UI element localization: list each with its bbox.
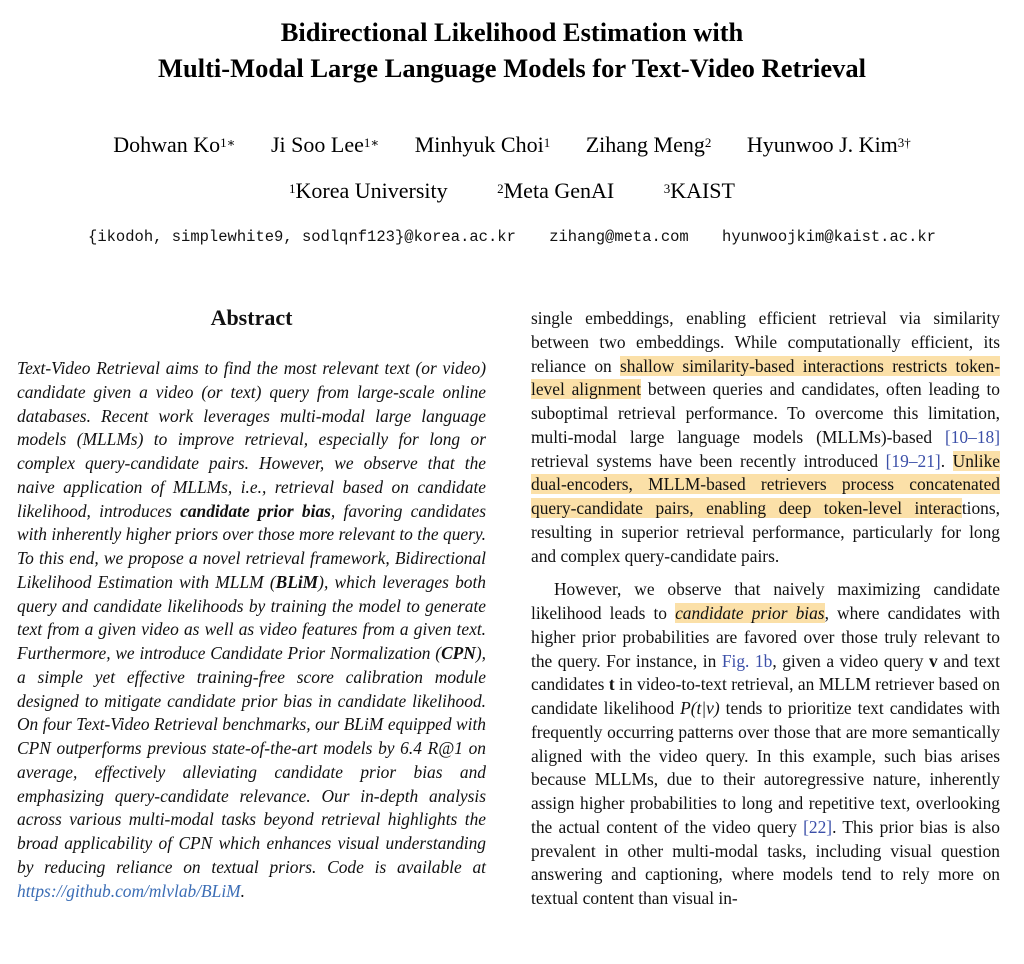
paper-title <box>0 14 1024 86</box>
author: Minhyuk Choi$^1$ <box>414 132 551 157</box>
code-link[interactable]: https://github.com/mlvlab/BLiM <box>17 880 241 901</box>
math-candidate-likelihood: P(t|v) <box>680 698 720 718</box>
affiliation: $^3$KAIST <box>663 178 735 203</box>
email: {ikodoh, simplewhite9, sodlqnf123}@korea.ac.kr <box>88 228 516 246</box>
highlight: shallow similarity-based interactions restricts token-level alignment <box>531 355 1000 400</box>
figure-link[interactable]: Fig. 1b <box>721 650 773 671</box>
affiliation: $^2$Meta GenAI <box>497 178 615 203</box>
email: hyunwoojkim@kaist.ac.kr <box>722 228 936 246</box>
title-line-2: Multi-Modal Large Language Models for Text-Video Retrieval <box>157 53 867 83</box>
email: zihang@meta.com <box>549 228 689 246</box>
author: Zihang Meng$^2$ <box>585 132 712 157</box>
intro-paragraph-1: single embeddings, enabling efficient retrieval via similarity between two embeddings. While computationally efficient, its reliance on shallow similarity-based interactions restricts token-level alignment between queries and candidates, often leading to suboptimal retrieval performance. To overcome this limitation, multi-modal large language models (MLLMs)-based [10–18] retrieval systems have been recently introduced [19–21]. Unlike dual-encoders, MLLM-based retrievers process concatenated query-candidate pairs, enabling deep token-level interactions, resulting in superior retrieval performance, particularly for long and complex query-candidate pairs. <box>531 308 1000 566</box>
affiliation: $^1$Korea University <box>289 178 448 203</box>
highlight: candidate prior bias <box>675 603 825 623</box>
intro-paragraph-2: However, we observe that naively maximizing candidate likelihood leads to candidate prior bias, where candidates with higher prior probabilities are favored over those truly relevant to the query. For instance, in Fig. 1b, given a video query v and text candidates t in video-to-text retrieval, an MLLM retriever based on candidate likelihood P(t|v) tends to prioritize text candidates with frequently occurring patterns over those that are more semantically aligned with the video query. In this example, such bias arises because MLLMs, due to their autoregressive nature, inherently assign higher probabilities to long and repetitive text, overlooking the actual content of the video query [22]. This prior bias is also prevalent in other multi-modal tasks, including visual question answering and captioning, where models tend to rely more on textual content than visual in- <box>531 579 1001 908</box>
abstract-heading: Abstract <box>210 305 293 330</box>
symbol-t: t <box>608 674 615 695</box>
symbol-v: v <box>929 650 938 671</box>
citation-link[interactable]: [10–18] <box>944 426 1000 447</box>
author: Dohwan $Ko^{1∗}$ <box>113 132 236 157</box>
term-blim: BLiM <box>275 571 319 592</box>
email-list <box>0 228 1024 246</box>
term-cpn: CPN <box>441 643 476 663</box>
author: Ji Soo Lee$^{1∗}$ <box>270 132 380 157</box>
term-candidate-prior-bias: candidate prior bias <box>180 500 331 521</box>
intro-column <box>531 307 1000 911</box>
citation-link[interactable]: [22] <box>803 816 833 837</box>
author-list <box>0 130 1024 160</box>
abstract-body: Text-Video Retrieval aims to find the most relevant text (or video) candidate given a video (or text) query from large-scale online databases. Recent work leverages multi-modal large language models (MLLMs) to improve retrieval, especially for long or complex query-candidate pairs. However, we observe that the naive application of MLLMs, i.e., retrieval based on candidate likelihood, introduces candidate prior bias, favoring candidates with inherently higher priors over those more relevant to the query. To this end, we propose a novel retrieval framework, Bidirectional Likelihood Estimation with MLLM (BLiM), which leverages both query and candidate likelihoods by training the model to generate text from a given video as well as video features from a given text. Furthermore, we introduce Candidate Prior Normalization (CPN), a simple yet effective training-free score calibration module designed to mitigate candidate prior bias in candidate likelihood. On four Text-Video Retrieval benchmarks, our BLiM equipped with CPN outperforms previous state-of-the-art models by 6.4 R@1 on average, effectively alleviating candidate prior bias and emphasizing query-candidate relevance. Our in-depth analysis across various multi-modal tasks beyond retrieval highlights the broad applicability of CPN which enhances visual understanding by reducing reliance on textual priors. Code is available at https://github.com/mlvlab/BLiM. <box>17 358 486 901</box>
affiliation-list <box>0 176 1024 206</box>
author: Hyunwoo J. Kim$^{3\dagger}$ <box>746 132 911 157</box>
title-line-1: Bidirectional Likelihood Estimation with <box>280 17 744 47</box>
citation-link[interactable]: [19–21] <box>885 450 941 471</box>
highlight: Unlike dual-encoders, MLLM-based retrievers process concatenated query-candidate pairs, enabling deep token-level interac <box>531 450 1000 518</box>
